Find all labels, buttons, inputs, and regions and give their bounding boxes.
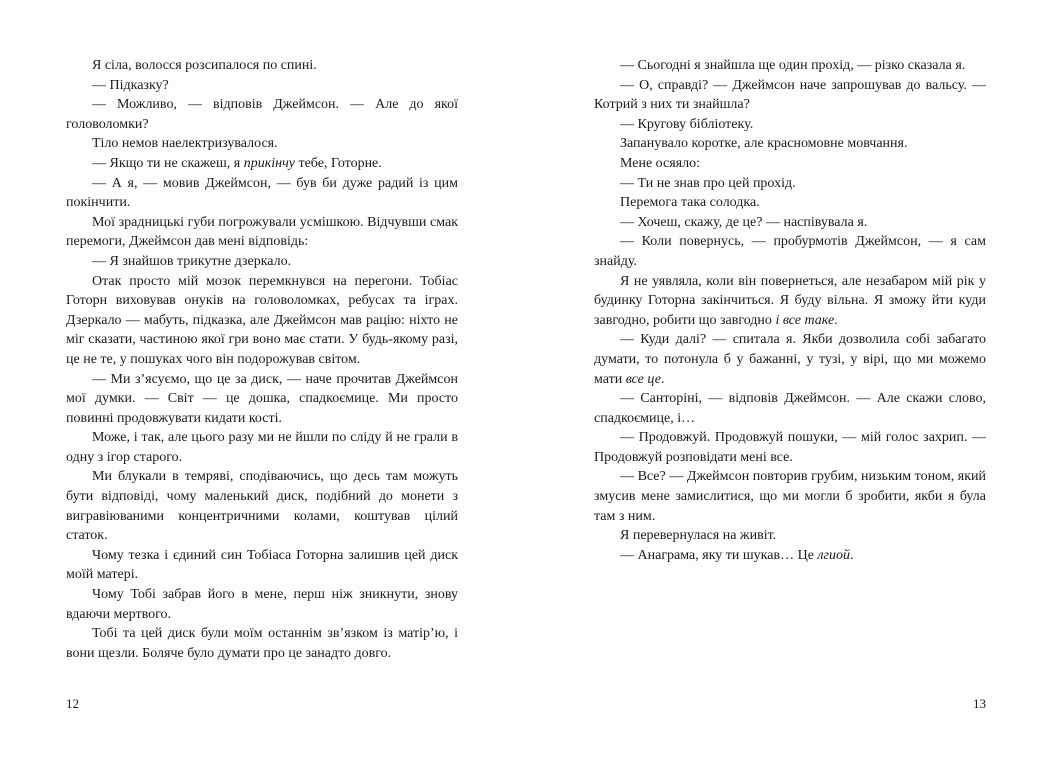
text-run: Чому Тобі забрав його в мене, перш ніж зникнути, знову вдаючи мертвого.	[66, 587, 458, 622]
italic-text-run: прикінчу	[243, 155, 295, 171]
paragraph	[66, 467, 458, 545]
text-run: Тіло немов наелектризувалося.	[92, 136, 278, 152]
paragraph	[66, 272, 458, 370]
italic-text-run: все це	[625, 371, 661, 387]
paragraph	[594, 330, 986, 389]
paragraph	[66, 134, 458, 154]
text-run: Мої зрадницькі губи погрожували усмішкою. Відчувши смак перемоги, Джеймсон дав мені відповідь:	[66, 214, 458, 250]
text-run: Може, і так, але цього разу ми не йшли по сліду й не грали в одну з ігор старого.	[66, 430, 458, 465]
paragraph	[594, 428, 986, 467]
page-right-text	[594, 56, 986, 565]
text-run: тебе, Готорне.	[294, 155, 382, 171]
paragraph	[594, 389, 986, 428]
text-run: .	[660, 371, 665, 387]
text-run: — Можливо, — відповів Джеймсон. — Але до якої головоломки?	[66, 97, 458, 132]
page-number-left: 12	[66, 696, 79, 711]
text-run: .	[834, 312, 838, 328]
paragraph	[594, 174, 986, 194]
paragraph	[66, 546, 458, 585]
text-run: — Підказку?	[92, 77, 169, 93]
paragraph	[594, 134, 986, 154]
paragraph	[66, 95, 458, 134]
paragraph	[594, 546, 986, 566]
text-run: — Продовжуй. Продовжуй пошуки, — мій голос захрип. — Продовжуй розповідати мені все.	[594, 430, 986, 465]
text-run: — Санторіні, — відповів Джеймсон. — Але скажи слово, спадкоємице, і…	[594, 391, 986, 426]
italic-text-run: і все таке	[775, 312, 835, 328]
text-run: — О, справді? — Джеймсон наче запрошував до вальсу. — Котрий з них ти знайшла?	[594, 77, 986, 113]
text-run: Ми блукали в темряві, сподіваючись, що десь там можуть бути відповіді, чому маленький диск, подібний до монети з вигравіюваними концентричними колами, коштував цілий статок.	[66, 469, 458, 544]
paragraph	[66, 428, 458, 467]
text-run: — Ми з’ясуємо, що це за диск, — наче прочитав Джеймсон мої думки. — Світ — це дошка, спадкоємице. Ми просто повинні продовжувати кидати кості.	[66, 371, 458, 426]
paragraph	[594, 213, 986, 233]
paragraph	[594, 154, 986, 174]
paragraph	[594, 272, 986, 331]
paragraph	[66, 624, 458, 663]
text-run: — Анаграма, яку ти шукав… Це	[620, 547, 818, 563]
text-run: Мене осяяло:	[620, 155, 701, 171]
text-run: Я не уявляла, коли він повернеться, але незабаром мій рік у будинку Готорна закінчиться. Я буду вільна. Я зможу йти куди завгодно, робити що завгодно	[594, 273, 986, 328]
paragraph	[594, 193, 986, 213]
paragraph	[66, 154, 458, 174]
text-run: Чому тезка і єдиний син Тобіаса Готорна залишив цей диск моїй матері.	[66, 547, 458, 583]
paragraph	[66, 585, 458, 624]
text-run: — Куди далі? — спитала я. Якби дозволила собі забагато думати, то потонула б у бажанні, у тузі, у вірі, що ми можемо мати	[594, 332, 986, 387]
paragraph	[66, 174, 458, 213]
italic-text-run: лгиой	[817, 547, 850, 563]
text-run: — А я, — мовив Джеймсон, — був би дуже радий із цим покінчити.	[66, 175, 458, 211]
paragraph	[594, 467, 986, 526]
text-run: Запанувало коротке, але красномовне мовчання.	[620, 136, 908, 152]
page-left-text	[66, 56, 458, 663]
text-run: — Я знайшов трикутне дзеркало.	[92, 253, 292, 269]
paragraph	[66, 76, 458, 96]
paragraph	[594, 56, 986, 76]
paragraph	[594, 115, 986, 135]
paragraph	[66, 370, 458, 429]
page-number-right: 13	[973, 696, 986, 711]
text-run: Тобі та цей диск були моїм останнім зв’язком із матір’ю, і вони щезли. Боляче було думати про це занадто довго.	[66, 626, 458, 661]
text-run: — Якщо ти не скажеш, я	[92, 155, 244, 171]
paragraph	[66, 252, 458, 272]
text-run: — Сьогодні я знайшла ще один прохід, — різко сказала я.	[620, 58, 966, 73]
text-run: — Все? — Джеймсон повторив грубим, низьким тоном, який змусив мене замислитися, що ми могли б зробити, якби я була там з ним.	[594, 469, 986, 524]
text-run: Отак просто мій мозок перемкнувся на перегони. Тобіас Готорн виховував онуків на головоломках, ребусах та іграх. Дзеркало — мабуть, підказка, але Джеймсон мав рацію: ніхто не міг сказати, частиною якої гри воно має стати. У будь-якому разі, це не те, у пошуках чого він подорожував світом.	[66, 273, 458, 367]
text-run: .	[850, 547, 854, 563]
text-run: Я перевернулася на живіт.	[620, 528, 777, 544]
text-run: — Кругову бібліотеку.	[620, 116, 754, 132]
text-run: Я сіла, волосся розсипалося по спині.	[92, 58, 317, 73]
paragraph	[594, 76, 986, 115]
paragraph	[66, 213, 458, 252]
paragraph	[594, 232, 986, 271]
text-run: — Ти не знав про цей прохід.	[620, 175, 796, 191]
text-run: — Коли повернусь, — пробурмотів Джеймсон, — я сам знайду.	[594, 234, 986, 269]
paragraph	[66, 56, 458, 76]
paragraph	[594, 526, 986, 546]
text-run: — Хочеш, скажу, де це? — наспівувала я.	[620, 214, 868, 230]
text-run: Перемога така солодка.	[620, 195, 760, 211]
